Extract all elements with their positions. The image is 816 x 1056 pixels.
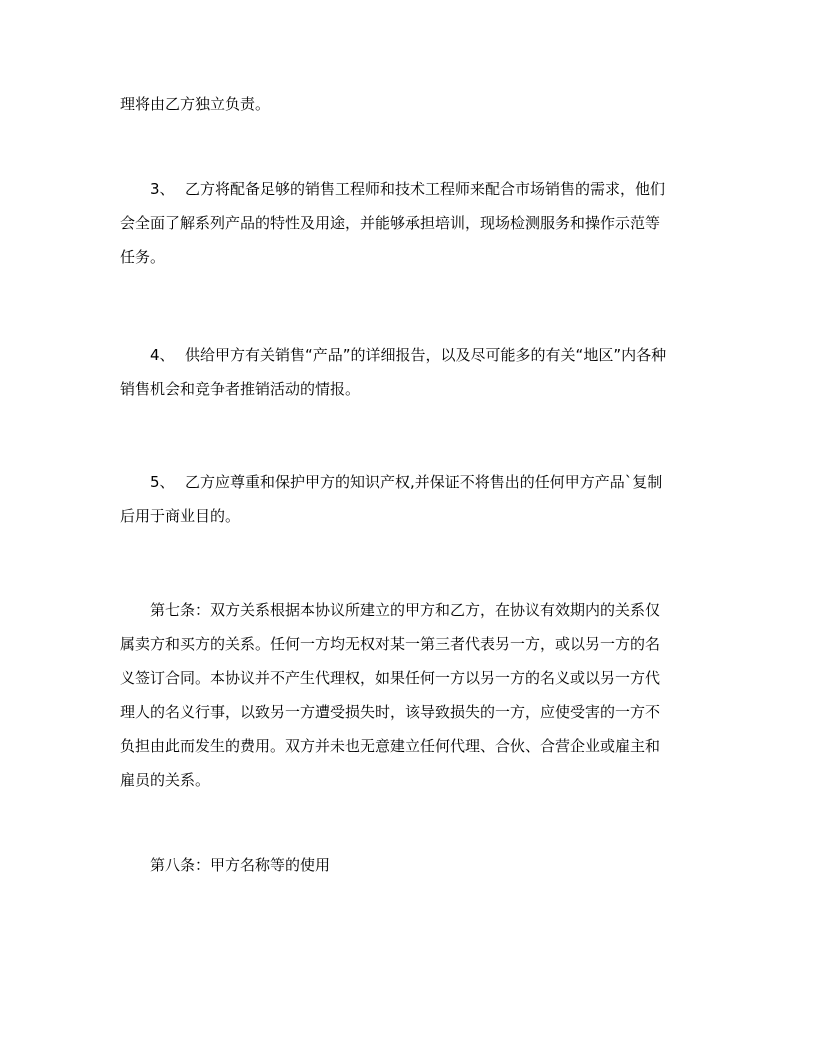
text-line: 负担由此而发生的费用。双方并未也无意建立任何代理、合伙、合营企业或雇主和 <box>120 737 661 755</box>
paragraph-article-7 <box>120 593 700 797</box>
text-line: 4、 供给甲方有关销售“产品”的详细报告，以及尽可能多的有关“地区”内各种 <box>120 338 700 372</box>
text-line: 3、 乙方将配备足够的销售工程师和技术工程师来配合市场销售的需求，他们 <box>120 172 700 206</box>
text-line: 雇员的关系。 <box>120 771 211 789</box>
text-line: 理人的名义行事，以致另一方遭受损失时，该导致损失的一方，应使受害的一方不 <box>120 703 661 721</box>
text-line: 销售机会和竞争者推销活动的情报。 <box>120 380 361 398</box>
text-line: 后用于商业目的。 <box>120 507 241 525</box>
text-line: 5、 乙方应尊重和保护甲方的知识产权,并保证不将售出的任何甲方产品`复制 <box>120 465 700 499</box>
item-number: 5、 <box>150 473 175 491</box>
paragraph-item-3 <box>120 172 700 274</box>
item-number: 4、 <box>150 346 175 364</box>
text-line: 属卖方和买方的关系。任何一方均无权对某一第三者代表另一方，或以另一方的名 <box>120 635 661 653</box>
text-line: 会全面了解系列产品的特性及用途，并能够承担培训，现场检测服务和操作示范等 <box>120 214 661 232</box>
paragraph-continuation <box>120 87 700 121</box>
paragraph-item-4 <box>120 338 700 406</box>
item-number: 3、 <box>150 180 175 198</box>
paragraph-article-8 <box>120 848 700 882</box>
paragraph-item-5 <box>120 465 700 533</box>
text-line: 第七条：双方关系根据本协议所建立的甲方和乙方，在协议有效期内的关系仅 <box>150 601 661 619</box>
text-line: 任务。 <box>120 248 166 266</box>
text-line: 义签订合同。本协议并不产生代理权，如果任何一方以另一方的名义或以另一方代 <box>120 669 661 687</box>
text-line: 理将由乙方独立负责。 <box>120 95 271 113</box>
text-line: 第八条：甲方名称等的使用 <box>150 856 331 874</box>
